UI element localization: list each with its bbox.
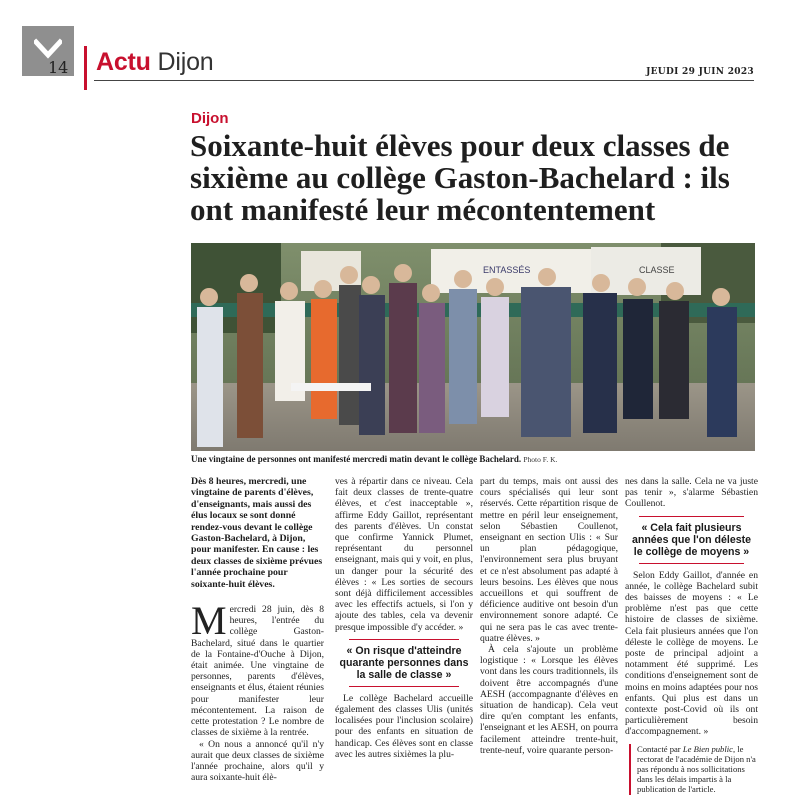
header-divider — [94, 80, 754, 81]
section-title-accent: Actu — [96, 48, 151, 76]
caption-text: Une vingtaine de personnes ont manifesté mercredi matin devant le collège Bachelard. — [191, 454, 522, 464]
contact-pre: Contacté par — [637, 743, 683, 754]
banner-text-left: ENTASSÉS — [483, 265, 531, 275]
article-lead: Dès 8 heures, mercredi, une vingtaine de parents d'élèves, d'enseignants, mais aussi des élus locaux se sont donné rendez-vous devant le collège Gaston-Bachelard, à Dijon, pour manifester. En cause : les deux classes de sixième prévues l'année prochaine pour soixante-huit élèves. — [191, 476, 323, 590]
article-kicker: Dijon — [191, 110, 229, 127]
paragraph: ercredi 28 juin, dès 8 heures, l'entrée du collège Gaston-Bachelard, situé dans le quartier de la Fontaine-d'Ouche à Dijon, était animée. Une vingtaine de personnes, parents d'élèves, enseignants et élus, étaient réunies pour manifester leur mécontentement. La raison de cette protestation ? Le nombre de classes de sixième à la rentrée. — [191, 604, 324, 739]
section-title-city: Dijon — [150, 48, 214, 76]
photo-credit: Photo F. K. — [523, 455, 558, 464]
quote-rule — [349, 686, 459, 687]
paragraph: À cela s'ajoute un problème logistique : « Lorsque les élèves vont dans les cours traditionnels, ils doivent être accompagnés d'une AESH (accompagnante d'élèves en situation de handicap). Cela veut dire qu'en comptant les enfants, l'enseignant et les AESH, on pourra facilement atteindre trente-huit, trente-neuf, voire quarante person- — [480, 644, 618, 756]
contact-note — [629, 744, 758, 795]
drop-cap: M — [191, 598, 227, 644]
article-opening — [191, 598, 324, 739]
photo-caption — [191, 453, 755, 466]
article-photo — [191, 243, 755, 451]
column-3 — [480, 476, 618, 756]
issue-date: JEUDI 29 JUIN 2023 — [646, 67, 754, 77]
paragraph: nes dans la salle. Cela ne va juste pas tenir », s'alarme Sébastien Coullenot. — [625, 476, 758, 510]
paragraph: Le collège Bachelard accueille également des classes Ulis (unités localisées pour l'inclusion scolaire) pour des enfants en situation de handicap. Ces élèves sont en classe avec les autres sixièmes la plu- — [335, 692, 473, 760]
pull-quote — [629, 516, 754, 564]
column-2 — [335, 476, 473, 760]
paragraph: « On nous a annoncé qu'il n'y aurait que deux classes de sixième l'année prochaine, alors qu'il y aura soixante-huit élè- — [191, 738, 324, 784]
pull-quote-text: « On risque d'atteindre quarante personnes dans la salle de classe » — [339, 644, 469, 681]
newspaper-name: Le Bien public — [682, 743, 733, 754]
article-headline: Soixante-huit élèves pour deux classes de sixième au collège Gaston-Bachelard : ils ont manifesté leur mécontentement — [190, 128, 730, 227]
paragraph: Selon Eddy Gaillot, d'année en année, le collège Bachelard subit des baisses de moyens : « Le problème n'est pas que cette histoire de classes de sixième. Cela fait plusieurs années que l'on déleste le collège de moyens. Le poste de principal adjoint a notamment été supprimé. Les conditions d'enseignement sont de moins en moins adaptées pour nos enfants. Qui plus est dans un contexte post-Covid où ils ont particulièrement besoin d'accompagnement. » — [625, 569, 758, 738]
pull-quote-text: « Cela fait plusieurs années que l'on déleste le collège de moyens » — [631, 521, 752, 558]
pull-quote — [339, 639, 469, 687]
column-1 — [191, 476, 324, 783]
paragraph: part du temps, mais ont aussi des cours spécialisés qui leur sont réservés. Cette répartition risque de mettre en péril leur enseignement, selon Sébastien Coullenot, enseignant en section Ulis : « Sur un plan pédagogique, l'environnement sera plus bruyant et ce n'est absolument pas adapté à leurs besoins. Les élèves que nous accueillons et qui souffrent de déficience auditive ont besoin d'un environnement sonore adapté. Ce qui ne sera pas le cas avec trente-quatre élèves. » — [480, 476, 618, 644]
quote-rule — [639, 563, 744, 564]
paragraph: ves à répartir dans ce niveau. Cela fait deux classes de trente-quatre élèves, et c'est inacceptable », affirme Eddy Gaillot, représentant des parents d'élèves. Un constat que confirme Yannick Plumet, représentant du personnel enseignant, mais qui y voit, en plus, un danger pour la sécurité des élèves : « Les sorties de secours sont déjà difficilement accessibles avec les effectifs actuels, si l'on y ajoute des tables, cela va devenir presque impossible d'y accéder. » — [335, 476, 473, 633]
contact-post: , le rectorat de l'académie de Dijon n'a pas répondu à nos sollicitations dans les délais impartis à la publication de l'article. — [637, 743, 756, 795]
page-number: 14 — [48, 58, 69, 77]
banner-text-right: CLASSE — [639, 265, 675, 275]
header-rule — [84, 46, 87, 90]
section-title — [96, 48, 213, 77]
column-4 — [625, 476, 758, 795]
